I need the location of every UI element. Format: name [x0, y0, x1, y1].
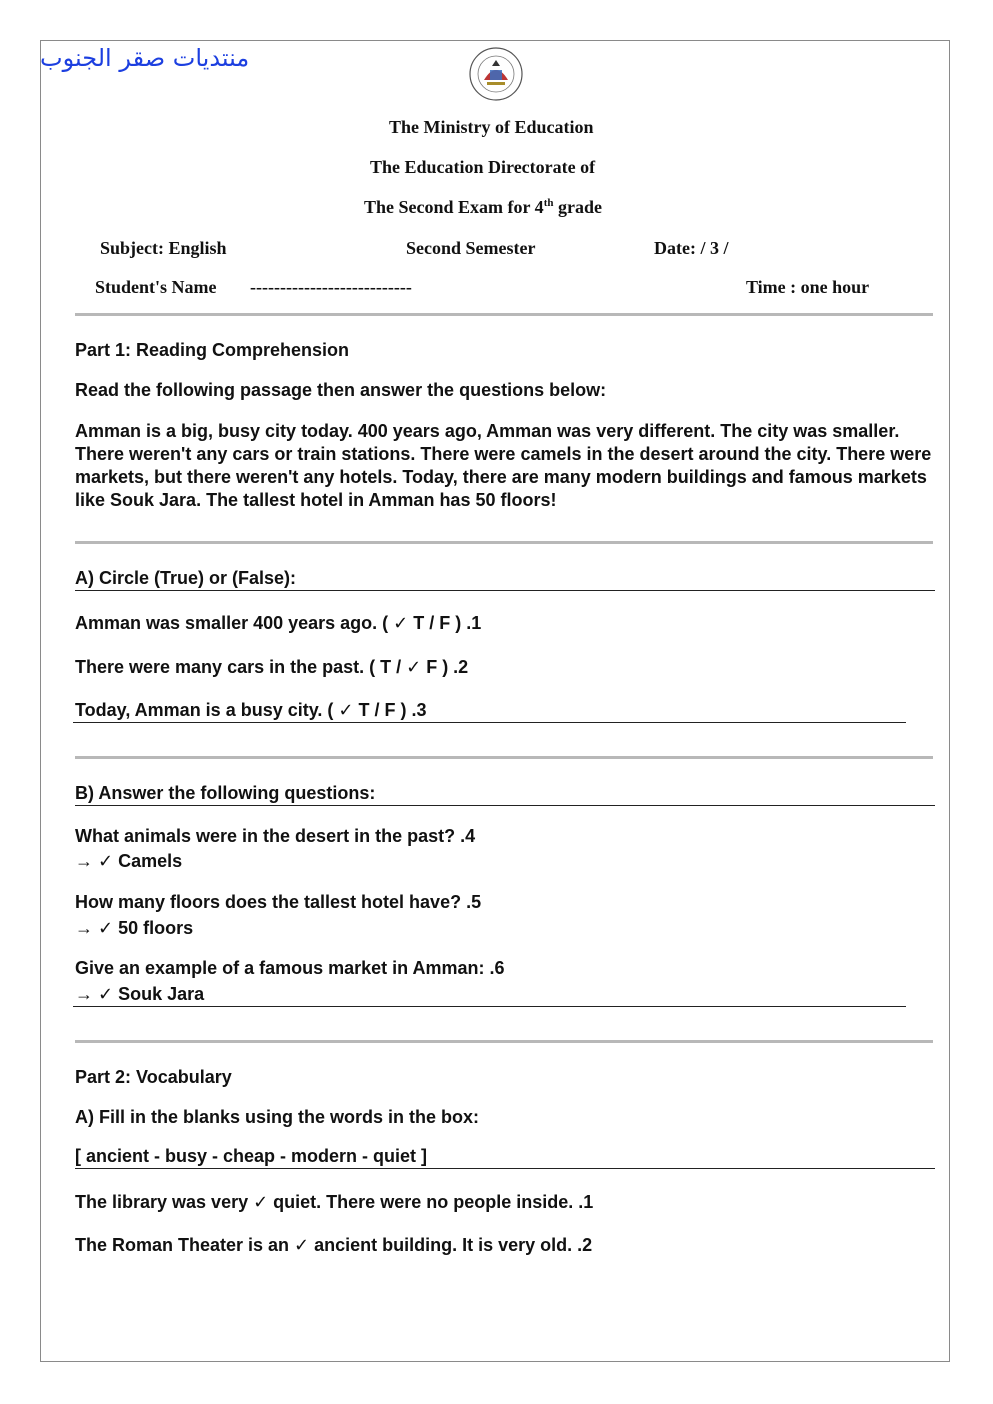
section-a-end-line — [73, 722, 906, 723]
watermark-text: منتديات صقر الجنوب — [40, 44, 250, 72]
student-name-blank: --------------------------- — [250, 277, 412, 297]
section-b-title: B) Answer the following questions: — [75, 783, 376, 803]
question-4: What animals were in the desert in the past? .4 — [75, 826, 476, 846]
ministry-title: The Ministry of Education — [389, 117, 594, 137]
reading-passage: Amman is a big, busy city today. 400 years ago, Amman was very different. The city was smaller. There weren't any cars or train stations. There were camels in the desert around the city. There were markets, but there weren't any hotels. Today, there are many modern buildings and famous markets like Souk Jara. The tallest hotel in Amman has 50 floors! — [75, 421, 932, 510]
header-divider — [75, 313, 933, 316]
passage-divider — [75, 541, 933, 544]
ministry-emblem — [454, 46, 538, 102]
answer-4: → ✓ Camels — [75, 851, 183, 871]
true-false-item-2: There were many cars in the past. ( T / ✓ F ) .2 — [75, 657, 469, 677]
section-a-underline — [75, 590, 935, 591]
student-name-label: Student's Name — [95, 277, 217, 297]
section-b-end-line — [73, 1006, 906, 1007]
directorate-title: The Education Directorate of — [370, 157, 596, 177]
exam-title-sup: th — [543, 197, 554, 209]
part1-instruction: Read the following passage then answer the questions below: — [75, 380, 607, 400]
true-false-item-1: Amman was smaller 400 years ago. ( ✓ T / F ) .1 — [75, 613, 482, 633]
semester-label: Second Semester — [406, 238, 536, 258]
question-5: How many floors does the tallest hotel have? .5 — [75, 892, 482, 912]
section-a-title: A) Circle (True) or (False): — [75, 568, 297, 588]
question-6: Give an example of a famous market in Amman: .6 — [75, 958, 505, 978]
subject-label: Subject: English — [100, 238, 227, 258]
vocab-item-1: The library was very ✓ quiet. There were no people inside. .1 — [75, 1192, 594, 1212]
answer-5: → ✓ 50 floors — [75, 918, 194, 938]
section-a-divider — [75, 756, 933, 759]
exam-title — [364, 197, 602, 218]
part2-title: Part 2: Vocabulary — [75, 1067, 232, 1087]
word-box: [ ancient - busy - cheap - modern - quiet ] — [75, 1146, 428, 1166]
section-b-underline — [75, 805, 935, 806]
date-label: Date: / 3 / — [654, 238, 729, 258]
time-label: Time : one hour — [746, 277, 870, 297]
exam-title-prefix: The Second Exam for 4 — [364, 197, 544, 217]
part2-instruction: A) Fill in the blanks using the words in the box: — [75, 1107, 480, 1127]
word-box-underline — [75, 1168, 935, 1169]
answer-6: → ✓ Souk Jara — [75, 984, 205, 1004]
part1-title: Part 1: Reading Comprehension — [75, 340, 350, 360]
exam-title-suffix: grade — [553, 197, 602, 217]
vocab-item-2: The Roman Theater is an ✓ ancient building. It is very old. .2 — [75, 1235, 593, 1255]
part1-end-divider — [75, 1040, 933, 1043]
true-false-item-3: Today, Amman is a busy city. ( ✓ T / F ) .3 — [75, 700, 427, 720]
